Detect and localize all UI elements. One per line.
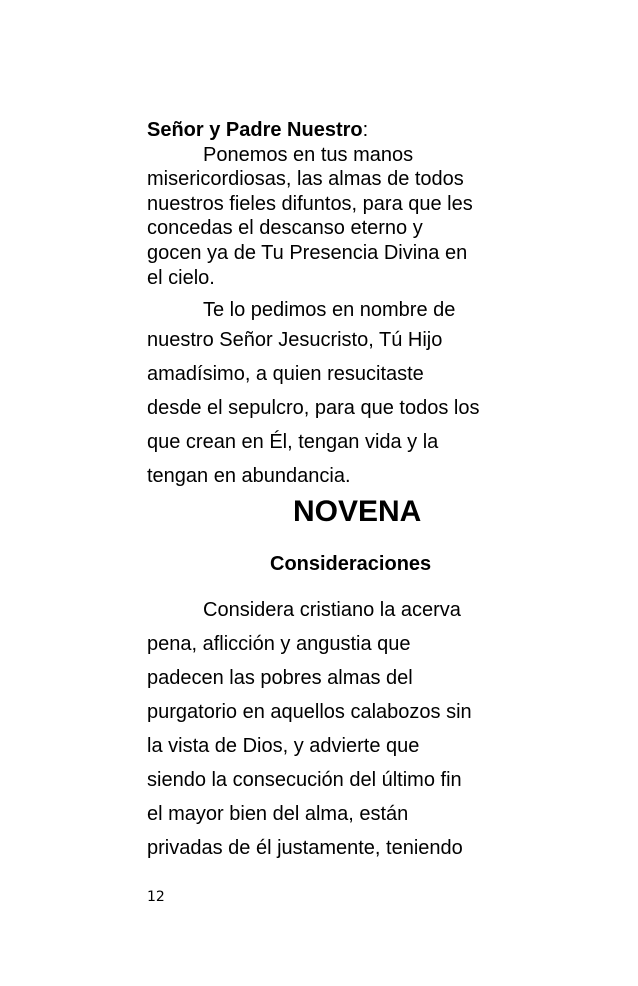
- prayer-line: Ponemos en tus manos: [203, 143, 414, 166]
- considerations-paragraph: [147, 593, 527, 865]
- considerations-line: siendo la consecución del último fin: [147, 769, 462, 791]
- considerations-line: pena, aflicción y angustia que: [147, 633, 411, 655]
- prayer-address-line: [147, 118, 527, 143]
- petition-paragraph: [147, 298, 527, 493]
- considerations-line: padecen las pobres almas del: [147, 667, 413, 689]
- considerations-line: purgatorio en aquellos calabozos sin: [147, 701, 472, 723]
- prayer-address: Señor y Padre Nuestro: [147, 119, 363, 141]
- section-title: NOVENA: [293, 495, 422, 528]
- considerations-line: Considera cristiano la acerva: [203, 599, 461, 621]
- considerations-line: privadas de él justamente, teniendo: [147, 837, 463, 859]
- opening-prayer: [147, 118, 527, 290]
- considerations-line: el mayor bien del alma, están: [147, 803, 409, 825]
- petition-line: desde el sepulcro, para que todos los: [147, 396, 480, 419]
- prayer-line: concedas el descanso eterno y: [147, 217, 423, 240]
- petition-line: nuestro Señor Jesucristo, Tú Hijo: [147, 328, 443, 351]
- petition-line: Te lo pedimos en nombre de: [203, 299, 456, 321]
- page-number: 12: [147, 889, 165, 905]
- prayer-address-colon: :: [362, 119, 369, 141]
- petition-line: que crean en Él, tengan vida y la: [147, 430, 439, 453]
- prayer-line: misericordiosas, las almas de todos: [147, 168, 464, 191]
- considerations-line: la vista de Dios, y advierte que: [147, 735, 420, 757]
- prayer-line: nuestros fieles difuntos, para que les: [147, 192, 473, 215]
- petition-line: amadísimo, a quien resucitaste: [147, 362, 424, 385]
- section-subtitle: Consideraciones: [270, 553, 432, 575]
- petition-line: tengan en abundancia.: [147, 464, 351, 487]
- prayer-line: el cielo.: [147, 266, 215, 289]
- prayer-line: gocen ya de Tu Presencia Divina en: [147, 241, 468, 264]
